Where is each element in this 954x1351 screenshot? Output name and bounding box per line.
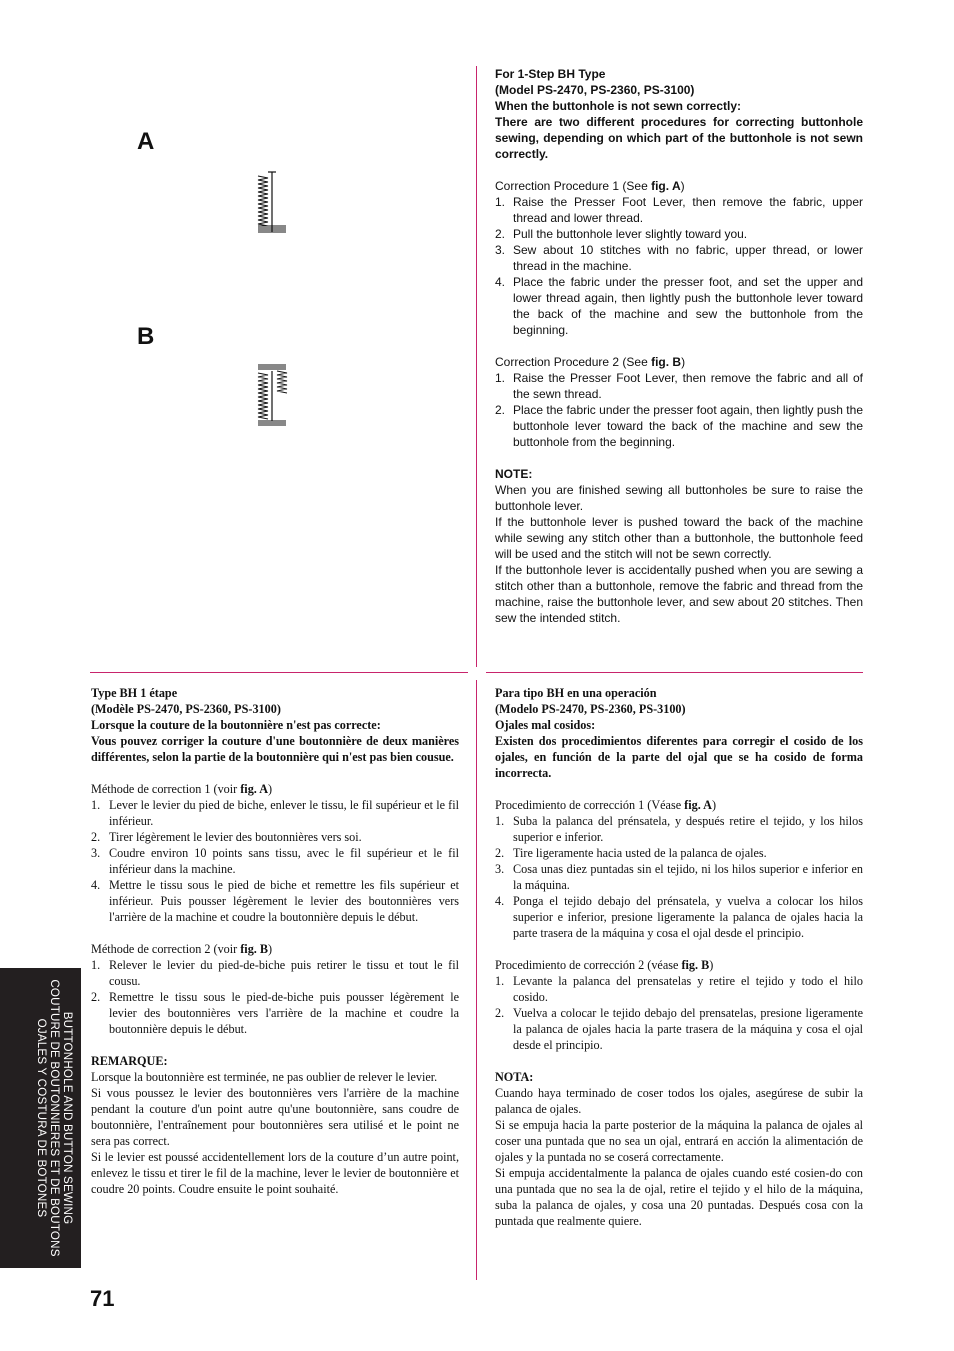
list-item: 4. Ponga el tejido debajo del prénsatela, y vuelva a colocar los hilos superior e inferior, presione ligeramente la palanca de ojales hacia la parte trasera de la máquina y cosa el ojal desde el principio. (495, 894, 863, 940)
figure-a-buttonhole (252, 168, 292, 236)
list-item: 4. Place the fabric under the presser foot, and set the upper and lower thread again, then lightly push the buttonhole lever toward the back of the machine and sew the buttonhole from the beginning. (495, 275, 863, 337)
list-item: 3. Cosa unas diez puntadas sin el tejido, ni los hilos superior e inferior en la máquina. (495, 862, 863, 892)
english-proc1-steps (495, 194, 863, 338)
english-proc2-steps (495, 370, 863, 450)
list-item: 3. Coudre environ 10 points sans tissu, avec le fil supérieur et le fil inférieur dans la machine. (91, 846, 459, 876)
french-proc1-title: Méthode de correction 1 (voir fig. A) (91, 782, 273, 796)
section-rule-left (90, 672, 468, 673)
section-rule-right (486, 672, 863, 673)
french-heading-problem: Lorsque la couture de la boutonnière n'est pas correcte: (91, 718, 381, 732)
spanish-proc1-steps (495, 813, 863, 941)
figure-b-label: B (137, 323, 155, 350)
spanish-section (495, 685, 863, 1229)
figure-b-buttonhole (252, 361, 292, 429)
side-tab-line: BUTTONHOLE AND BUTTON SEWING (61, 1011, 74, 1225)
french-note-para: Lorsque la boutonnière est terminée, ne pas oublier de relever le levier. (91, 1070, 438, 1084)
spanish-note-title: NOTA: (495, 1070, 534, 1084)
list-item: 1. Raise the Presser Foot Lever, then remove the fabric, upper thread and lower thread. (495, 195, 863, 225)
column-divider-top (476, 66, 477, 667)
english-note-title: NOTE: (495, 467, 533, 481)
spanish-heading-model: (Modelo PS-2470, PS-2360, PS-3100) (495, 702, 686, 716)
spanish-heading-problem: Ojales mal cosidos: (495, 718, 596, 732)
figure-a-label: A (137, 128, 155, 155)
spanish-proc2-title: Procedimiento de corrección 2 (véase fig. B) (495, 958, 714, 972)
list-item: 3. Sew about 10 stitches with no fabric, upper thread, or lower thread in the machine. (495, 243, 863, 273)
french-proc2-title: Méthode de correction 2 (voir fig. B) (91, 942, 273, 956)
spanish-heading-type: Para tipo BH en una operación (495, 686, 657, 700)
list-item: 2. Remettre le tissu sous le pied-de-biche puis pousser légèrement le levier des boutonnières vers l'arrière de la machine et coudre la boutonnière depuis le début. (91, 990, 459, 1036)
english-proc1-title: Correction Procedure 1 (See fig. A) (495, 179, 685, 193)
english-note-para: If the buttonhole lever is pushed toward the back of the machine while sewing any stitch other than a buttonhole, the buttonhole feed will be used and the stitch will not be sewn correctly. (495, 515, 863, 561)
list-item: 2. Tire ligeramente hacia usted de la palanca de ojales. (495, 846, 767, 860)
list-item: 1. Relever le levier du pied-de-biche puis retirer le tissu et tout le fil cousu. (91, 958, 459, 988)
english-proc2-title: Correction Procedure 2 (See fig. B) (495, 355, 686, 369)
list-item: 1. Levante la palanca del prensatelas y retire el tejido y todo el hilo cosido. (495, 974, 863, 1004)
spanish-note-para: Si se empuja hacia la parte posterior de la máquina la palanca de ojales al coser una puntada que no sea un ojal, entrará en acción la alimentación de ojales y la puntada no se coserá correctamente. (495, 1118, 863, 1164)
list-item: 1. Raise the Presser Foot Lever, then remove the fabric and all of the sewn thread. (495, 371, 863, 401)
section-side-tab (0, 968, 81, 1268)
english-heading-type: For 1-Step BH Type (495, 67, 606, 81)
spanish-note-para: Si empuja accidentalmente la palanca de ojales cuando esté cosien-do con una puntada que no sea la de ojal, retire el tejido y el hilo de la máquina, suba la palanca de ojales, y cosa una 20 puntadas. Después cosa con la puntada que realmente quiere. (495, 1166, 863, 1228)
english-note-para: If the buttonhole lever is accidentally pushed when you are sewing a stitch other than a buttonhole, remove the fabric and thread from the machine, raise the buttonhole lever, and sew about 20 stitches. Then sew the intended stitch. (495, 563, 863, 625)
french-heading-type: Type BH 1 étape (91, 686, 178, 700)
spanish-heading-intro: Existen dos procedimientos diferentes para corregir el cosido de los ojales, en función de la parte del ojal que se ha cosido de forma incorrecta. (495, 734, 863, 780)
english-section (495, 66, 863, 626)
french-note-para: Si vous poussez le levier des boutonnières vers l'arrière de la machine pendant la couture d'un point autre qu'une boutonnière, sans coudre de boutonnière, l'entraînement pour boutonnières sera utilisé et le point ne sera pas correct. (91, 1086, 459, 1148)
side-tab-text (0, 968, 81, 1268)
list-item: 1. Lever le levier du pied de biche, enlever le tissu, le fil supérieur et le fil inférieur. (91, 798, 459, 828)
spanish-proc1-title: Procedimiento de corrección 1 (Véase fig. A) (495, 798, 716, 812)
french-heading-model: (Modèle PS-2470, PS-2360, PS-3100) (91, 702, 281, 716)
english-heading-model: (Model PS-2470, PS-2360, PS-3100) (495, 83, 695, 97)
spanish-proc2-steps (495, 973, 863, 1053)
page-number: 71 (90, 1286, 115, 1311)
english-note-para: When you are finished sewing all buttonholes be sure to raise the buttonhole lever. (495, 483, 863, 513)
french-proc1-steps (91, 797, 459, 925)
list-item: 2. Place the fabric under the presser foot again, then lightly push the buttonhole lever toward the back of the machine and sew the buttonhole from the beginning. (495, 403, 863, 449)
french-proc2-steps (91, 957, 459, 1037)
list-item: 4. Mettre le tissu sous le pied de biche et remettre les fils supérieur et inférieur. Puis pousser légèrement le levier des boutonnières vers l'arrière de la machine et coudre la boutonnière depuis le début. (91, 878, 459, 924)
side-tab-line: COUTURE DE BOUTONNIERES ET DE BOUTONS (48, 979, 61, 1257)
list-item: 1. Suba la palanca del prénsatela, y después retire el tejido, y los hilos superior e inferior. (495, 814, 863, 844)
side-tab-line: OJALES Y COSTURA DE BOTONES (35, 1018, 48, 1218)
english-heading-intro: There are two different procedures for correcting buttonhole sewing, depending on which part of the buttonhole is not sewn correctly. (495, 115, 863, 161)
french-note-title: REMARQUE: (91, 1054, 168, 1068)
french-heading-intro: Vous pouvez corriger la couture d'une boutonnière de deux manières différentes, selon la partie de la boutonnière qui n'est pas bien cousue. (91, 734, 459, 764)
column-divider-bottom (476, 680, 477, 1280)
french-section (91, 685, 459, 1197)
spanish-note-para: Cuando haya terminado de coser todos los ojales, asegúrese de subir la palanca de ojales. (495, 1086, 863, 1116)
list-item: 2. Vuelva a colocar le tejido debajo del prensatelas, presione ligeramente la palanca de ojales hacia la parte trasera de la máquina y cosa el ojal desde el principio. (495, 1006, 863, 1052)
english-heading-problem: When the buttonhole is not sewn correctly: (495, 99, 742, 113)
list-item: 2. Tirer légèrement le levier des boutonnières vers soi. (91, 830, 362, 844)
french-note-para: Si le levier est poussé accidentellement lors de la couture d’un autre point, enlevez le tissu et tirer le fil de la machine, lever le levier de boutonnière et coudre 20 points. Coudre ensuite le point souhaité. (91, 1150, 459, 1196)
list-item: 2. Pull the buttonhole lever slightly toward you. (495, 227, 748, 241)
